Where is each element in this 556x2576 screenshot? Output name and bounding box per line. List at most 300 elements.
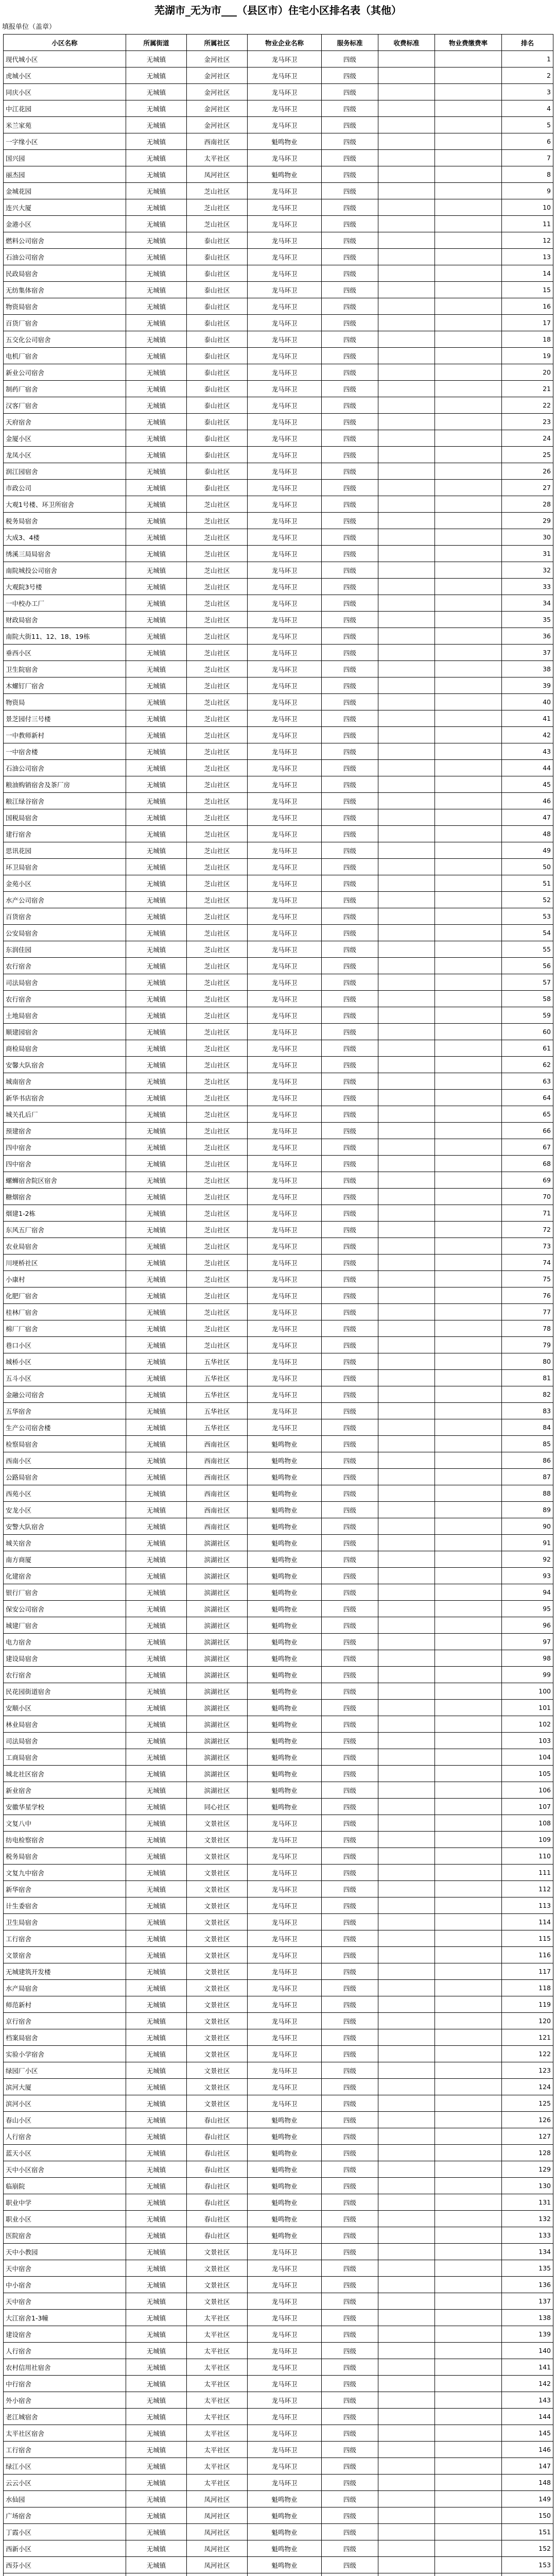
cell-fee — [378, 1897, 435, 1914]
cell-rank: 19 — [502, 348, 553, 364]
cell-name: 金苑小区 — [4, 875, 126, 892]
cell-rank: 57 — [502, 974, 553, 991]
cell-service: 四级 — [322, 2475, 378, 2491]
cell-street: 无城镇 — [126, 1502, 187, 1518]
cell-street: 无城镇 — [126, 2442, 187, 2458]
cell-rank: 9 — [502, 183, 553, 199]
cell-payrate — [435, 612, 502, 628]
cell-rank: 56 — [502, 958, 553, 974]
cell-service: 四级 — [322, 2507, 378, 2524]
cell-community: 文景社区 — [187, 2293, 248, 2310]
cell-fee — [378, 892, 435, 908]
cell-community: 文景社区 — [187, 1930, 248, 1947]
cell-rank: 92 — [502, 1551, 553, 1568]
cell-fee — [378, 1667, 435, 1683]
cell-name: 石油公司宿舍 — [4, 760, 126, 776]
cell-community: 芝山社区 — [187, 727, 248, 743]
cell-fee — [378, 2343, 435, 2359]
cell-name: 公路局宿舍 — [4, 1469, 126, 1485]
cell-fee — [378, 2244, 435, 2260]
table-row — [4, 2079, 553, 2095]
cell-rank: 88 — [502, 1485, 553, 1502]
cell-fee — [378, 67, 435, 84]
cell-rank: 123 — [502, 2062, 553, 2079]
cell-name: 制药厂宿舍 — [4, 381, 126, 397]
cell-payrate — [435, 1139, 502, 1156]
cell-payrate — [435, 875, 502, 892]
cell-company: 龙马环卫 — [248, 793, 322, 809]
cell-service: 四级 — [322, 2046, 378, 2062]
cell-name: 职业中学 — [4, 2194, 126, 2211]
cell-name: 环卫局宿舍 — [4, 859, 126, 875]
cell-community: 文景社区 — [187, 2277, 248, 2293]
cell-community: 滨湖社区 — [187, 1683, 248, 1700]
cell-company: 魁鸣物业 — [248, 1436, 322, 1452]
table-row — [4, 1766, 553, 1782]
cell-street: 无城镇 — [126, 1782, 187, 1799]
cell-payrate — [435, 579, 502, 595]
table-row — [4, 760, 553, 776]
cell-service: 四级 — [322, 579, 378, 595]
cell-street: 无城镇 — [126, 546, 187, 562]
cell-rank: 36 — [502, 628, 553, 645]
cell-payrate — [435, 1799, 502, 1815]
cell-street: 无城镇 — [126, 447, 187, 463]
cell-company: 魁鸣物业 — [248, 2128, 322, 2145]
cell-company: 龙马环卫 — [248, 991, 322, 1007]
cell-company: 魁鸣物业 — [248, 1502, 322, 1518]
cell-street: 无城镇 — [126, 84, 187, 100]
cell-payrate — [435, 1766, 502, 1782]
cell-service: 四级 — [322, 1568, 378, 1584]
table-row — [4, 1930, 553, 1947]
cell-name: 安警大队宿舍 — [4, 1518, 126, 1535]
cell-payrate — [435, 727, 502, 743]
table-row — [4, 315, 553, 331]
cell-fee — [378, 1568, 435, 1584]
cell-name: 太平社区宿舍 — [4, 2425, 126, 2442]
cell-street: 无城镇 — [126, 1683, 187, 1700]
cell-name: 天中小教园 — [4, 2244, 126, 2260]
cell-street: 无城镇 — [126, 1040, 187, 1057]
cell-payrate — [435, 776, 502, 793]
cell-community: 五华社区 — [187, 1403, 248, 1419]
cell-name: 滨河小区 — [4, 2095, 126, 2112]
cell-street: 无城镇 — [126, 1634, 187, 1650]
cell-payrate — [435, 892, 502, 908]
cell-street: 无城镇 — [126, 298, 187, 315]
cell-company: 龙马环卫 — [248, 199, 322, 216]
cell-service: 四级 — [322, 1452, 378, 1469]
cell-service: 四级 — [322, 1617, 378, 1634]
cell-company: 龙马环卫 — [248, 348, 322, 364]
cell-name: 人行宿舍 — [4, 2128, 126, 2145]
cell-rank: 76 — [502, 1287, 553, 1304]
cell-payrate — [435, 1304, 502, 1320]
cell-community: 芝山社区 — [187, 677, 248, 694]
cell-fee — [378, 958, 435, 974]
cell-community: 芝山社区 — [187, 710, 248, 727]
table-row — [4, 1485, 553, 1502]
cell-community: 金河社区 — [187, 84, 248, 100]
cell-street: 无城镇 — [126, 1271, 187, 1287]
cell-payrate — [435, 381, 502, 397]
cell-payrate — [435, 743, 502, 760]
cell-payrate — [435, 2194, 502, 2211]
cell-name: 银行厂宿舍 — [4, 1584, 126, 1601]
table-row — [4, 1287, 553, 1304]
cell-payrate — [435, 2128, 502, 2145]
cell-rank: 119 — [502, 1996, 553, 2013]
cell-name: 西苑小区 — [4, 1485, 126, 1502]
col-header-service: 服务标准 — [322, 35, 378, 51]
table-row — [4, 1733, 553, 1749]
table-row — [4, 2359, 553, 2376]
cell-payrate — [435, 1733, 502, 1749]
cell-rank: 11 — [502, 216, 553, 232]
cell-street: 无城镇 — [126, 1485, 187, 1502]
table-row — [4, 546, 553, 562]
cell-rank: 21 — [502, 381, 553, 397]
cell-fee — [378, 727, 435, 743]
cell-street: 无城镇 — [126, 991, 187, 1007]
cell-fee — [378, 1139, 435, 1156]
cell-street: 无城镇 — [126, 562, 187, 579]
cell-name: 新华书店宿舍 — [4, 1090, 126, 1106]
cell-community: 滨湖社区 — [187, 1535, 248, 1551]
cell-street: 无城镇 — [126, 1156, 187, 1172]
cell-service: 四级 — [322, 2145, 378, 2161]
cell-service: 四级 — [322, 2392, 378, 2409]
cell-fee — [378, 100, 435, 117]
cell-company: 龙马环卫 — [248, 84, 322, 100]
cell-fee — [378, 2540, 435, 2557]
cell-street: 无城镇 — [126, 1452, 187, 1469]
cell-payrate — [435, 2079, 502, 2095]
cell-street: 无城镇 — [126, 2277, 187, 2293]
cell-payrate — [435, 1007, 502, 1024]
cell-company: 龙马环卫 — [248, 612, 322, 628]
table-row — [4, 2194, 553, 2211]
cell-community: 芝山社区 — [187, 793, 248, 809]
cell-street: 无城镇 — [126, 1106, 187, 1123]
cell-fee — [378, 1766, 435, 1782]
cell-service: 四级 — [322, 908, 378, 925]
table-row — [4, 2540, 553, 2557]
cell-community: 芝山社区 — [187, 1024, 248, 1040]
cell-street: 无城镇 — [126, 496, 187, 513]
cell-name: 公安局宿舍 — [4, 925, 126, 941]
cell-fee — [378, 1353, 435, 1370]
table-row — [4, 2013, 553, 2029]
cell-community: 芝山社区 — [187, 216, 248, 232]
cell-fee — [378, 1189, 435, 1205]
cell-payrate — [435, 430, 502, 447]
table-row — [4, 1634, 553, 1650]
table-row — [4, 1024, 553, 1040]
cell-company: 龙马环卫 — [248, 1947, 322, 1963]
cell-rank: 136 — [502, 2277, 553, 2293]
cell-rank: 34 — [502, 595, 553, 612]
cell-rank: 127 — [502, 2128, 553, 2145]
cell-company: 龙马环卫 — [248, 2310, 322, 2326]
cell-community: 芝山社区 — [187, 809, 248, 826]
cell-fee — [378, 2277, 435, 2293]
cell-service: 四级 — [322, 463, 378, 480]
cell-company: 龙马环卫 — [248, 826, 322, 842]
table-row — [4, 1782, 553, 1799]
cell-name: 螺蛳宿舍院区宿舍 — [4, 1172, 126, 1189]
cell-company: 龙马环卫 — [248, 100, 322, 117]
cell-service: 四级 — [322, 2112, 378, 2128]
cell-name: 老江城宿舍 — [4, 2409, 126, 2425]
table-row — [4, 1007, 553, 1024]
cell-company: 龙马环卫 — [248, 1222, 322, 1238]
cell-community: 芝山社区 — [187, 743, 248, 760]
cell-service: 四级 — [322, 677, 378, 694]
cell-service: 四级 — [322, 1996, 378, 2013]
cell-rank: 54 — [502, 925, 553, 941]
table-row — [4, 1865, 553, 1881]
table-row — [4, 1716, 553, 1733]
col-header-street: 所属街道 — [126, 35, 187, 51]
cell-fee — [378, 1238, 435, 1255]
table-row — [4, 958, 553, 974]
cell-service: 四级 — [322, 562, 378, 579]
cell-service: 四级 — [322, 1353, 378, 1370]
ranking-table — [3, 34, 553, 2576]
table-row — [4, 1090, 553, 1106]
cell-payrate — [435, 941, 502, 958]
cell-street: 无城镇 — [126, 908, 187, 925]
cell-service: 四级 — [322, 842, 378, 859]
cell-company: 龙马环卫 — [248, 875, 322, 892]
cell-rank: 125 — [502, 2095, 553, 2112]
cell-community: 滨湖社区 — [187, 1650, 248, 1667]
table-row — [4, 892, 553, 908]
cell-service: 四级 — [322, 1370, 378, 1386]
cell-company: 龙马环卫 — [248, 1024, 322, 1040]
cell-service: 四级 — [322, 1024, 378, 1040]
cell-street: 无城镇 — [126, 1568, 187, 1584]
table-row — [4, 859, 553, 875]
cell-company: 魁鸣物业 — [248, 2112, 322, 2128]
cell-service: 四级 — [322, 1436, 378, 1452]
cell-payrate — [435, 1568, 502, 1584]
cell-community: 文景社区 — [187, 1815, 248, 1832]
cell-rank: 1 — [502, 51, 553, 67]
cell-payrate — [435, 908, 502, 925]
cell-service: 四级 — [322, 150, 378, 166]
cell-name: 西新小区 — [4, 2540, 126, 2557]
cell-street: 无城镇 — [126, 974, 187, 991]
cell-payrate — [435, 1106, 502, 1123]
cell-service: 四级 — [322, 1766, 378, 1782]
cell-community: 泰山社区 — [187, 381, 248, 397]
cell-payrate — [435, 2310, 502, 2326]
cell-payrate — [435, 2573, 502, 2576]
cell-street: 无城镇 — [126, 694, 187, 710]
cell-rank: 99 — [502, 1667, 553, 1683]
cell-fee — [378, 2524, 435, 2540]
cell-name: 一字缘小区 — [4, 133, 126, 150]
cell-name: 无城建筑开发楼 — [4, 1963, 126, 1980]
cell-fee — [378, 2260, 435, 2277]
cell-rank: 4 — [502, 100, 553, 117]
col-header-community: 所属社区 — [187, 35, 248, 51]
cell-name: 云云小区 — [4, 2475, 126, 2491]
cell-community: 滨湖社区 — [187, 1749, 248, 1766]
cell-fee — [378, 414, 435, 430]
cell-fee — [378, 1848, 435, 1865]
cell-street: 无城镇 — [126, 1304, 187, 1320]
cell-service: 四级 — [322, 2062, 378, 2079]
cell-fee — [378, 1881, 435, 1897]
cell-fee — [378, 925, 435, 941]
table-row — [4, 776, 553, 793]
cell-company: 龙马环卫 — [248, 282, 322, 298]
cell-payrate — [435, 150, 502, 166]
cell-street: 无城镇 — [126, 2029, 187, 2046]
cell-payrate — [435, 199, 502, 216]
cell-company: 龙马环卫 — [248, 1073, 322, 1090]
cell-street: 无城镇 — [126, 1617, 187, 1634]
cell-company: 魁鸣物业 — [248, 1683, 322, 1700]
cell-community: 五华社区 — [187, 1370, 248, 1386]
cell-street: 无城镇 — [126, 2507, 187, 2524]
table-row — [4, 496, 553, 513]
cell-service: 四级 — [322, 2442, 378, 2458]
cell-service: 四级 — [322, 282, 378, 298]
cell-street: 无城镇 — [126, 117, 187, 133]
cell-service: 四级 — [322, 694, 378, 710]
cell-name: 百货厂宿舍 — [4, 315, 126, 331]
cell-fee — [378, 2062, 435, 2079]
cell-street: 无城镇 — [126, 1815, 187, 1832]
table-row — [4, 1996, 553, 2013]
cell-fee — [378, 133, 435, 150]
cell-company: 龙马环卫 — [248, 397, 322, 414]
cell-payrate — [435, 1172, 502, 1189]
cell-community: 文景社区 — [187, 1963, 248, 1980]
cell-service: 四级 — [322, 1271, 378, 1287]
cell-rank: 153 — [502, 2557, 553, 2573]
cell-street: 无城镇 — [126, 249, 187, 265]
cell-community: 芝山社区 — [187, 1172, 248, 1189]
cell-name: 粮江绿谷宿舍 — [4, 793, 126, 809]
cell-street: 无城镇 — [126, 232, 187, 249]
cell-fee — [378, 743, 435, 760]
cell-fee — [378, 1337, 435, 1353]
cell-service: 四级 — [322, 1601, 378, 1617]
cell-rank — [502, 2573, 553, 2576]
cell-payrate — [435, 2458, 502, 2475]
table-row — [4, 595, 553, 612]
cell-name: 广场宿舍 — [4, 2507, 126, 2524]
cell-company: 龙马环卫 — [248, 1287, 322, 1304]
cell-fee — [378, 1370, 435, 1386]
cell-name: 文景宿舍 — [4, 1947, 126, 1963]
cell-street: 无城镇 — [126, 1518, 187, 1535]
cell-fee — [378, 2409, 435, 2425]
cell-payrate — [435, 1320, 502, 1337]
cell-name: 安顺小区 — [4, 1700, 126, 1716]
cell-rank: 46 — [502, 793, 553, 809]
cell-community: 太平社区 — [187, 2475, 248, 2491]
cell-rank: 118 — [502, 1980, 553, 1996]
table-row — [4, 199, 553, 216]
cell-community: 芝山社区 — [187, 1123, 248, 1139]
table-row — [4, 1123, 553, 1139]
cell-name: 润江园宿舍 — [4, 463, 126, 480]
cell-name: 新华宿舍 — [4, 1881, 126, 1897]
cell-community: 文景社区 — [187, 1947, 248, 1963]
cell-service: 四级 — [322, 1502, 378, 1518]
cell-community: 滨湖社区 — [187, 1601, 248, 1617]
cell-community: 芝山社区 — [187, 760, 248, 776]
table-row — [4, 2277, 553, 2293]
cell-community: 太平社区 — [187, 2409, 248, 2425]
cell-street: 无城镇 — [126, 2244, 187, 2260]
cell-street: 无城镇 — [126, 579, 187, 595]
table-row — [4, 1914, 553, 1930]
cell-payrate — [435, 645, 502, 661]
cell-street: 无城镇 — [126, 364, 187, 381]
cell-payrate — [435, 1601, 502, 1617]
cell-rank: 30 — [502, 529, 553, 546]
cell-company: 龙马环卫 — [248, 743, 322, 760]
col-header-name: 小区名称 — [4, 35, 126, 51]
cell-name: 中行宿舍 — [4, 2376, 126, 2392]
cell-service: 四级 — [322, 1255, 378, 1271]
cell-company: 龙马环卫 — [248, 1106, 322, 1123]
cell-community: 芝山社区 — [187, 1073, 248, 1090]
cell-payrate — [435, 546, 502, 562]
cell-name: 师范新村 — [4, 1996, 126, 2013]
table-row — [4, 694, 553, 710]
cell-rank: 94 — [502, 1584, 553, 1601]
cell-rank: 105 — [502, 1766, 553, 1782]
cell-company: 魁鸣物业 — [248, 2540, 322, 2557]
cell-company: 龙马环卫 — [248, 1996, 322, 2013]
cell-rank: 91 — [502, 1535, 553, 1551]
cell-rank: 51 — [502, 875, 553, 892]
cell-name: 虎城小区 — [4, 67, 126, 84]
cell-service: 四级 — [322, 1222, 378, 1238]
cell-name: 中小宿舍 — [4, 2277, 126, 2293]
cell-name: 物资局宿舍 — [4, 298, 126, 315]
cell-company: 龙马环卫 — [248, 1156, 322, 1172]
cell-community: 太平社区 — [187, 2376, 248, 2392]
cell-street: 无城镇 — [126, 414, 187, 430]
cell-company: 龙马环卫 — [248, 1897, 322, 1914]
cell-company: 龙马环卫 — [248, 496, 322, 513]
table-row — [4, 1832, 553, 1848]
cell-street: 无城镇 — [126, 1996, 187, 2013]
cell-company: 龙马环卫 — [248, 2475, 322, 2491]
table-row — [4, 1667, 553, 1683]
cell-rank: 140 — [502, 2343, 553, 2359]
cell-community: 太平社区 — [187, 2392, 248, 2409]
cell-company: 龙马环卫 — [248, 1040, 322, 1057]
cell-fee — [378, 859, 435, 875]
cell-name: 建行宿舍 — [4, 826, 126, 842]
cell-fee — [378, 2029, 435, 2046]
cell-fee — [378, 1419, 435, 1436]
cell-street: 无城镇 — [126, 2046, 187, 2062]
cell-fee — [378, 1502, 435, 1518]
cell-payrate — [435, 2293, 502, 2310]
